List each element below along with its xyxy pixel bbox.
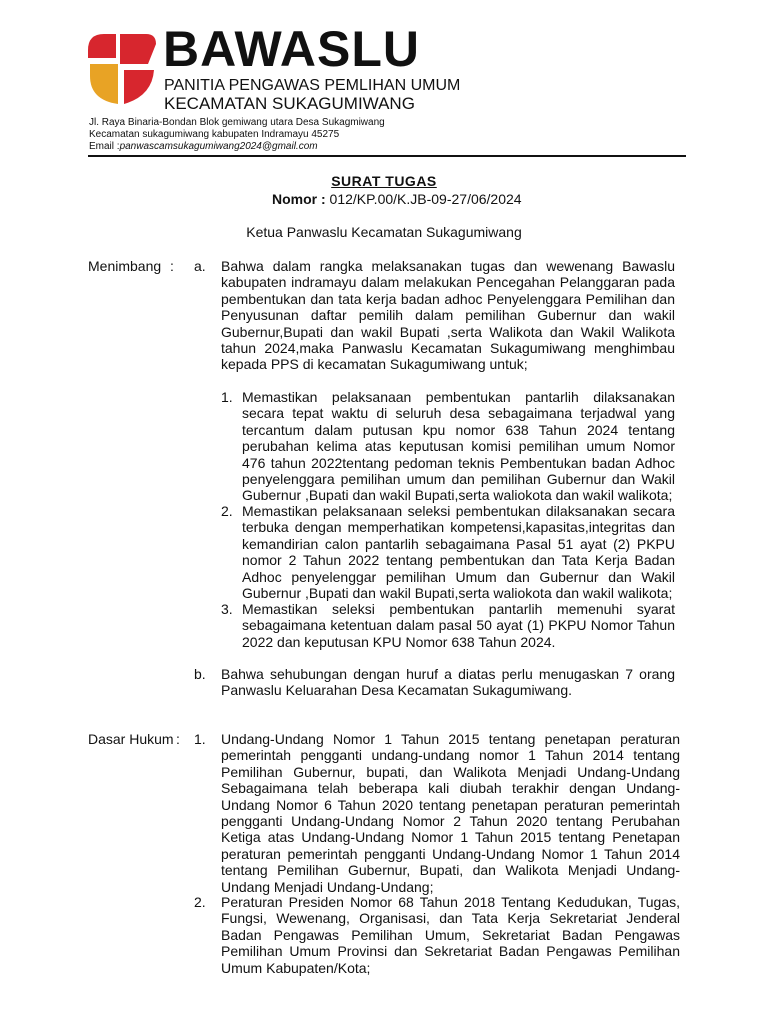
dasar-hukum-item-2-text: Peraturan Presiden Nomor 68 Tahun 2018 Tentang Kedudukan, Tugas, Fungsi, Wewenang, Organisasi, dan Tata Kerja Sekretariat Jenderal Badan Pengawas Pemilihan Umum, Sekretariat Badan Pengawas Pemilihan Umum Provinsi dan Sekretariat Badan Pengawas Pemilihan Umum Kabupaten/Kota;	[221, 894, 680, 976]
menimbang-a-mark: a.	[194, 258, 206, 274]
number-value: 012/KP.00/K.JB-09-27/06/2024	[325, 191, 522, 207]
menimbang-label: Menimbang	[88, 258, 162, 274]
menimbang-colon: :	[170, 258, 174, 274]
menimbang-b-mark: b.	[194, 666, 206, 682]
menimbang-item-1-text: Memastikan pelaksanaan pembentukan pantarlih dilaksanakan secara tepat waktu di seluruh desa sebagaimana terjadwal yang tercantum dalam putusan kpu nomor 638 Tahun 2024 tentang perubahan kelima atas keputusan komisi pemilihan umum Nomor 476 tahun 2022tentang pedoman teknis Pembentukan badan Adhoc penyelenggara pemilihan umum dan pemilihan Gubernur dan Wakil Gubernur ,Bupati dan wakil Bupati,serta waliokota dan wakil walikota;	[242, 389, 675, 504]
document-title: SURAT TUGAS	[331, 173, 437, 189]
dasar-hukum-item-2-mark: 2.	[194, 894, 206, 910]
dasar-hukum-item-1-mark: 1.	[194, 731, 206, 747]
address-line-2: Kecamatan sukagumiwang kabupaten Indramayu 45275	[89, 129, 340, 140]
org-subtitle-1: PANITIA PENGAWAS PEMLIHAN UMUM	[164, 77, 461, 94]
address-line-1: Jl. Raya Binaria-Bondan Blok gemiwang utara Desa Sukagmiwang	[89, 117, 385, 128]
menimbang-item-1-mark: 1.	[221, 389, 233, 405]
document-number	[272, 191, 522, 207]
menimbang-item-2-text: Memastikan pelaksanaan seleksi pembentukan dilaksanakan secara terbuka dengan memperhatikan kompetensi,kapasitas,integritas dan kemandirian calon pantarlih sebagaimana Pasal 51 ayat (2) PKPU nomor 2 Tahun 2022 tentang pembentukan dan Tata Kerja Badan Adhoc penyelenggar pemilihan Umum dan Gubernur dan Wakil Gubernur ,Bupati dan wakil Bupati,serta waliokota dan wakil walikota;	[242, 503, 675, 602]
org-subtitle-2: KECAMATAN SUKAGUMIWANG	[164, 94, 415, 113]
dasar-hukum-item-1-text: Undang-Undang Nomor 1 Tahun 2015 tentang penetapan peraturan pemerintah pengganti undang-undang nomor 1 Tahun 2014 tentang Pemilihan Gubernur, bupati, dan Walikota Menjadi Undang-Undang Sebagaimana telah beberapa kali diubah terakhir dengan Undang-Undang Nomor 6 Tahun 2020 tentang penetapan peraturan pemerintah pengganti Undang-Undang Nomor 2 Tahun 2020 tentang Perubahan Ketiga atas Undang-Undang Nomor 1 Tahun 2015 tentang Penetapan peraturan pemerintah pengganti Undang-Undang Nomor 1 Tahun 2014 tentang Pemilihan Gubernur, Bupati, dan Walikota Menjadi Undang-Undang Menjadi Undang-Undang;	[221, 731, 680, 895]
email-value: panwascamsukagumiwang2024@gmail.com	[119, 141, 318, 152]
org-name: BAWASLU	[163, 21, 420, 77]
email-line	[89, 141, 318, 153]
menimbang-b-text: Bahwa sehubungan dengan huruf a diatas perlu menugaskan 7 orang Panwaslu Keluarahan Desa Kecamatan Sukagumiwang.	[221, 666, 675, 699]
menimbang-item-3-text: Memastikan seleksi pembentukan pantarlih memenuhi syarat sebagaimana ketentuan dalam pasal 50 ayat (1) PKPU Nomor Tahun 2022 dan keputusan KPU Nomor 638 Tahun 2024.	[242, 601, 675, 650]
menimbang-item-3-mark: 3.	[221, 601, 233, 617]
issuer-line: Ketua Panwaslu Kecamatan Sukagumiwang	[246, 224, 522, 240]
email-label: Email :	[89, 141, 120, 152]
header-divider	[88, 155, 686, 157]
dasar-hukum-label: Dasar Hukum	[88, 731, 174, 747]
number-label: Nomor :	[272, 191, 326, 207]
menimbang-item-2-mark: 2.	[221, 503, 233, 519]
dasar-hukum-colon: :	[176, 731, 180, 747]
bawaslu-logo-icon	[86, 30, 160, 106]
menimbang-a-text: Bahwa dalam rangka melaksanakan tugas dan wewenang Bawaslu kabupaten indramayu dalam melakukan Pencegahan Pelanggaran pada pembentukan dan tata kerja badan adhoc Penyelenggara Pemilihan dan Penyusunan daftar pemilih dalam pemilihan Gubernur dan wakil Gubernur,Bupati dan wakil Bupati ,serta Walikota dan Wakil Walikota tahun 2024,maka Panwaslu Kecamatan Sukagumiwang menghimbau kepada PPS di kecamatan Sukagumiwang untuk;	[221, 258, 675, 373]
